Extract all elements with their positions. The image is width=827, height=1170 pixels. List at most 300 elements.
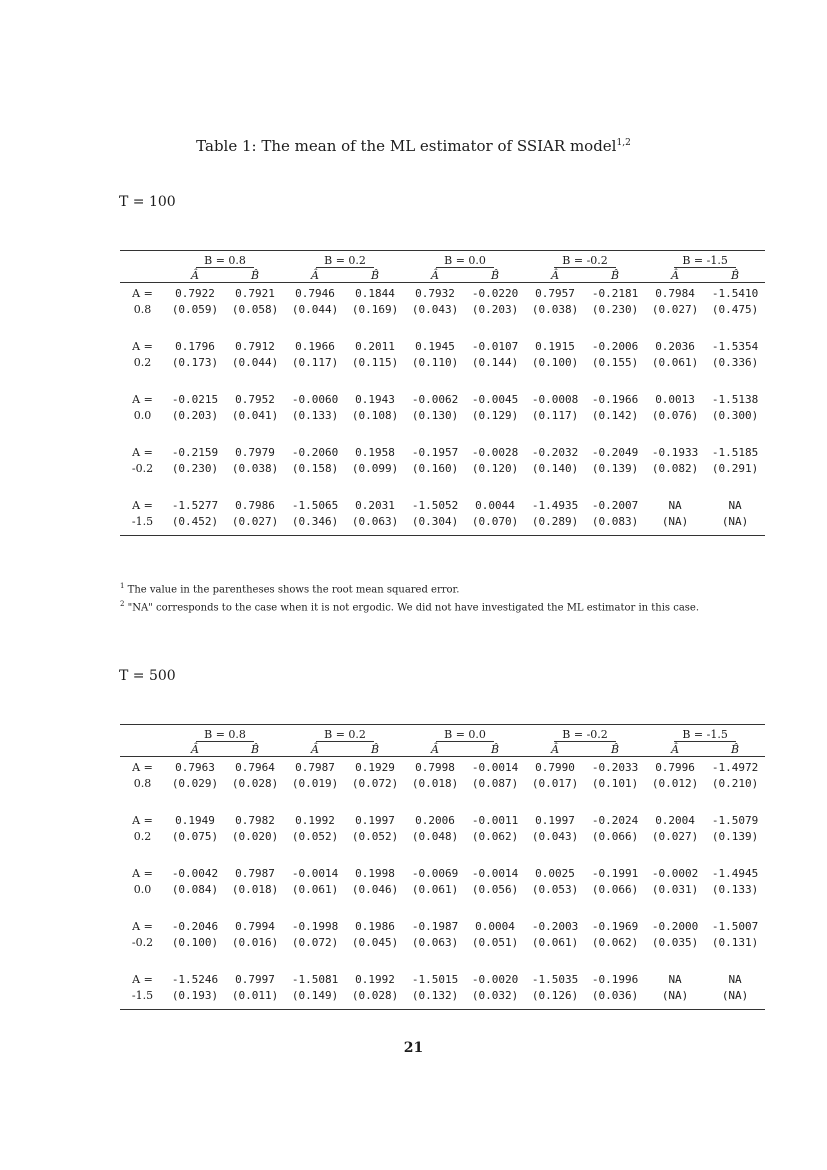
- mean-cell: -0.2007: [591, 498, 639, 512]
- results-grid-t500: [120, 727, 765, 1003]
- mean-cell: 0.7922: [175, 286, 215, 300]
- rmse-cell: (0.160): [411, 461, 459, 475]
- b-hat-header: B̂: [585, 268, 645, 283]
- rmse-cell: (0.051): [471, 935, 519, 949]
- row-label-value: 0.2: [133, 829, 152, 843]
- mean-cell: -0.1996: [591, 972, 639, 986]
- row-spacer-cell: [120, 791, 765, 810]
- row-label: A =: [132, 866, 153, 880]
- rmse-cell: (0.120): [471, 461, 519, 475]
- row-spacer: [120, 317, 765, 336]
- group-header-label: B = 0.0: [436, 728, 494, 742]
- table-top-rule: [120, 724, 765, 725]
- mean-cell: -1.5185: [711, 445, 759, 459]
- mean-cell: 0.7996: [655, 760, 695, 774]
- rmse-cell: (0.131): [711, 935, 759, 949]
- results-table-t500: [120, 724, 765, 1010]
- mean-cell: 0.7987: [295, 760, 335, 774]
- rmse-cell: (0.115): [351, 355, 399, 369]
- rmse-cell: (0.117): [291, 355, 339, 369]
- row-spacer-cell: [120, 317, 765, 336]
- rmse-cell: (0.066): [591, 829, 639, 843]
- row-label-value: -0.2: [131, 935, 154, 949]
- rmse-cell: (0.031): [651, 882, 699, 896]
- mean-cell: -1.5035: [531, 972, 579, 986]
- mean-cell: -0.1998: [291, 919, 339, 933]
- rmse-cell: (0.058): [231, 302, 279, 316]
- footnote-1: [120, 579, 710, 597]
- corner-cell: [120, 742, 165, 757]
- mean-cell: NA: [668, 498, 682, 512]
- mean-cell: -1.5015: [411, 972, 459, 986]
- rmse-cell: (0.169): [351, 302, 399, 316]
- rmse-cell: (0.101): [591, 776, 639, 790]
- row-label: A =: [132, 813, 153, 827]
- mean-cell: -1.5007: [711, 919, 759, 933]
- group-header-label: B = 0.2: [316, 254, 374, 268]
- rmse-cell: (0.193): [171, 988, 219, 1002]
- mean-cell: -0.2046: [171, 919, 219, 933]
- rmse-cell: (0.230): [171, 461, 219, 475]
- rmse-cell: (0.289): [531, 514, 579, 528]
- group-header-label: B = -0.2: [554, 728, 616, 742]
- mean-cell: 0.7912: [235, 339, 275, 353]
- rmse-cell: (0.132): [411, 988, 459, 1002]
- row-spacer-cell: [120, 476, 765, 495]
- table-row-means: [120, 757, 765, 776]
- rmse-cell: (0.027): [651, 302, 699, 316]
- mean-cell: 0.1949: [175, 813, 215, 827]
- rmse-cell: (0.052): [351, 829, 399, 843]
- mean-cell: -0.0220: [471, 286, 519, 300]
- b-hat-header: B̂: [345, 268, 405, 283]
- a-hat-header: Â: [405, 742, 465, 757]
- table-row-rmse: [120, 881, 765, 897]
- corner-cell: [120, 727, 165, 742]
- mean-cell: 0.7982: [235, 813, 275, 827]
- rmse-cell: (NA): [661, 988, 689, 1002]
- rmse-cell: (0.336): [711, 355, 759, 369]
- group-header: [405, 253, 525, 268]
- rmse-cell: (0.083): [591, 514, 639, 528]
- mean-cell: 0.1915: [535, 339, 575, 353]
- row-label-value: -1.5: [131, 988, 154, 1002]
- row-spacer: [120, 423, 765, 442]
- rmse-cell: (0.158): [291, 461, 339, 475]
- group-header: [525, 253, 645, 268]
- mean-cell: 0.2036: [655, 339, 695, 353]
- rmse-cell: (0.142): [591, 408, 639, 422]
- mean-cell: 0.7986: [235, 498, 275, 512]
- rmse-cell: (0.027): [231, 514, 279, 528]
- corner-cell: [120, 253, 165, 268]
- mean-cell: 0.0013: [655, 392, 695, 406]
- row-spacer: [120, 844, 765, 863]
- mean-cell: -0.2033: [591, 760, 639, 774]
- mean-cell: NA: [668, 972, 682, 986]
- rmse-cell: (0.100): [531, 355, 579, 369]
- mean-cell: 0.1966: [295, 339, 335, 353]
- mean-cell: -1.5354: [711, 339, 759, 353]
- table-row-rmse: [120, 407, 765, 423]
- row-spacer: [120, 476, 765, 495]
- rmse-cell: (0.117): [531, 408, 579, 422]
- table-row-rmse: [120, 460, 765, 476]
- rmse-cell: (0.126): [531, 988, 579, 1002]
- rmse-cell: (0.043): [531, 829, 579, 843]
- group-header-label: B = -1.5: [674, 254, 736, 268]
- rmse-cell: (0.087): [471, 776, 519, 790]
- mean-cell: 0.1992: [355, 972, 395, 986]
- row-spacer-cell: [120, 423, 765, 442]
- mean-cell: 0.1998: [355, 866, 395, 880]
- mean-cell: 0.7957: [535, 286, 575, 300]
- row-spacer-cell: [120, 370, 765, 389]
- footnote-2-text: "NA" corresponds to the case when it is not ergodic. We did not have investigated the ML estimator in this case.: [127, 602, 700, 614]
- mean-cell: -0.2159: [171, 445, 219, 459]
- row-label-value: -0.2: [131, 461, 154, 475]
- rmse-cell: (0.230): [591, 302, 639, 316]
- table-row-rmse: [120, 513, 765, 529]
- mean-cell: -0.0060: [291, 392, 339, 406]
- rmse-cell: (0.017): [531, 776, 579, 790]
- footnotes: [120, 579, 710, 616]
- mean-cell: -1.4972: [711, 760, 759, 774]
- rmse-cell: (0.075): [171, 829, 219, 843]
- rmse-cell: (0.011): [231, 988, 279, 1002]
- rmse-cell: (0.046): [351, 882, 399, 896]
- rmse-cell: (0.048): [411, 829, 459, 843]
- mean-cell: 0.1929: [355, 760, 395, 774]
- mean-cell: 0.1945: [415, 339, 455, 353]
- mean-cell: 0.7963: [175, 760, 215, 774]
- table-row-means: [120, 810, 765, 828]
- rmse-cell: (0.029): [171, 776, 219, 790]
- a-hat-header: Â: [525, 742, 585, 757]
- mean-cell: -1.5138: [711, 392, 759, 406]
- row-label-value: 0.0: [133, 882, 152, 896]
- mean-cell: -0.0011: [471, 813, 519, 827]
- group-header: [645, 727, 765, 742]
- mean-cell: -0.0002: [651, 866, 699, 880]
- mean-cell: -1.5065: [291, 498, 339, 512]
- rmse-cell: (0.066): [591, 882, 639, 896]
- row-spacer: [120, 791, 765, 810]
- rmse-cell: (0.144): [471, 355, 519, 369]
- table-row-rmse: [120, 301, 765, 317]
- row-label-value: 0.8: [133, 776, 152, 790]
- rmse-cell: (0.133): [711, 882, 759, 896]
- group-header-row: [120, 727, 765, 742]
- rmse-cell: (0.019): [291, 776, 339, 790]
- rmse-cell: (0.110): [411, 355, 459, 369]
- mean-cell: 0.1997: [535, 813, 575, 827]
- group-header: [405, 727, 525, 742]
- mean-cell: -1.5081: [291, 972, 339, 986]
- mean-cell: 0.1992: [295, 813, 335, 827]
- b-hat-header: B̂: [225, 742, 285, 757]
- rmse-cell: (0.018): [231, 882, 279, 896]
- mean-cell: -0.2003: [531, 919, 579, 933]
- mean-cell: -0.0215: [171, 392, 219, 406]
- rmse-cell: (0.300): [711, 408, 759, 422]
- mean-cell: 0.7932: [415, 286, 455, 300]
- rmse-cell: (NA): [661, 514, 689, 528]
- rmse-cell: (0.210): [711, 776, 759, 790]
- caption-text: Table 1: The mean of the ML estimator of SSIAR model: [196, 137, 617, 155]
- mean-cell: -0.2049: [591, 445, 639, 459]
- mean-cell: -0.0014: [471, 866, 519, 880]
- estimator-header-row: [120, 268, 765, 283]
- row-label: A =: [132, 445, 153, 459]
- a-hat-header: Â: [285, 268, 345, 283]
- mean-cell: 0.1958: [355, 445, 395, 459]
- mean-cell: -1.4945: [711, 866, 759, 880]
- mean-cell: 0.0004: [475, 919, 515, 933]
- row-spacer-cell: [120, 844, 765, 863]
- corner-cell: [120, 268, 165, 283]
- row-spacer: [120, 950, 765, 969]
- mean-cell: -0.2024: [591, 813, 639, 827]
- estimator-header-row: [120, 742, 765, 757]
- mean-cell: -0.2006: [591, 339, 639, 353]
- table-row-means: [120, 916, 765, 934]
- mean-cell: 0.1796: [175, 339, 215, 353]
- rmse-cell: (0.045): [351, 935, 399, 949]
- rmse-cell: (0.016): [231, 935, 279, 949]
- rmse-cell: (0.038): [231, 461, 279, 475]
- row-label-value: -1.5: [131, 514, 154, 528]
- rmse-cell: (0.346): [291, 514, 339, 528]
- table-row-means: [120, 863, 765, 881]
- mean-cell: -0.0069: [411, 866, 459, 880]
- rmse-cell: (0.041): [231, 408, 279, 422]
- caption-footnote-marks: 1,2: [616, 138, 631, 148]
- group-header-row: [120, 253, 765, 268]
- group-header: [645, 253, 765, 268]
- mean-cell: 0.7964: [235, 760, 275, 774]
- rmse-cell: (0.056): [471, 882, 519, 896]
- mean-cell: 0.2011: [355, 339, 395, 353]
- mean-cell: -0.0020: [471, 972, 519, 986]
- table-row-means: [120, 283, 765, 302]
- row-label-value: 0.0: [133, 408, 152, 422]
- a-hat-header: Â: [165, 742, 225, 757]
- group-header: [165, 253, 285, 268]
- mean-cell: 0.1986: [355, 919, 395, 933]
- row-label: A =: [132, 919, 153, 933]
- rmse-cell: (0.063): [411, 935, 459, 949]
- rmse-cell: (0.061): [291, 882, 339, 896]
- a-hat-header: Â: [645, 268, 705, 283]
- table-row-means: [120, 442, 765, 460]
- mean-cell: -0.0014: [471, 760, 519, 774]
- rmse-cell: (0.027): [651, 829, 699, 843]
- results-grid-t100: [120, 253, 765, 529]
- rmse-cell: (0.061): [411, 882, 459, 896]
- mean-cell: 0.7952: [235, 392, 275, 406]
- rmse-cell: (0.130): [411, 408, 459, 422]
- rmse-cell: (0.012): [651, 776, 699, 790]
- mean-cell: -0.0042: [171, 866, 219, 880]
- sample-size-label-t500: T = 500: [119, 668, 176, 684]
- row-spacer: [120, 897, 765, 916]
- mean-cell: -0.0028: [471, 445, 519, 459]
- b-hat-header: B̂: [225, 268, 285, 283]
- mean-cell: -0.1933: [651, 445, 699, 459]
- rmse-cell: (0.155): [591, 355, 639, 369]
- mean-cell: -0.1969: [591, 919, 639, 933]
- table-row-means: [120, 336, 765, 354]
- rmse-cell: (0.203): [171, 408, 219, 422]
- row-label: A =: [132, 972, 153, 986]
- mean-cell: 0.7921: [235, 286, 275, 300]
- group-header-label: B = 0.8: [196, 728, 254, 742]
- rmse-cell: (0.099): [351, 461, 399, 475]
- rmse-cell: (0.140): [531, 461, 579, 475]
- mean-cell: -0.1991: [591, 866, 639, 880]
- rmse-cell: (0.044): [291, 302, 339, 316]
- rmse-cell: (0.291): [711, 461, 759, 475]
- group-header-label: B = 0.0: [436, 254, 494, 268]
- mean-cell: -1.5277: [171, 498, 219, 512]
- mean-cell: -1.5410: [711, 286, 759, 300]
- row-label: A =: [132, 392, 153, 406]
- mean-cell: -0.0045: [471, 392, 519, 406]
- mean-cell: 0.7998: [415, 760, 455, 774]
- table-row-rmse: [120, 354, 765, 370]
- group-header: [525, 727, 645, 742]
- rmse-cell: (0.038): [531, 302, 579, 316]
- rmse-cell: (0.044): [231, 355, 279, 369]
- mean-cell: -1.5052: [411, 498, 459, 512]
- mean-cell: 0.7997: [235, 972, 275, 986]
- mean-cell: 0.7987: [235, 866, 275, 880]
- b-hat-header: B̂: [465, 742, 525, 757]
- mean-cell: 0.1943: [355, 392, 395, 406]
- rmse-cell: (0.043): [411, 302, 459, 316]
- mean-cell: -1.5079: [711, 813, 759, 827]
- rmse-cell: (0.139): [711, 829, 759, 843]
- results-table-t100: [120, 250, 765, 536]
- mean-cell: 0.7994: [235, 919, 275, 933]
- footnote-1-mark: 1: [120, 582, 125, 590]
- rmse-cell: (0.129): [471, 408, 519, 422]
- a-hat-header: Â: [645, 742, 705, 757]
- mean-cell: 0.2004: [655, 813, 695, 827]
- b-hat-header: B̂: [705, 742, 765, 757]
- mean-cell: -0.2060: [291, 445, 339, 459]
- rmse-cell: (0.028): [231, 776, 279, 790]
- page-number: 21: [403, 1040, 424, 1056]
- rmse-cell: (0.072): [291, 935, 339, 949]
- row-label: A =: [132, 760, 153, 774]
- row-label-value: 0.2: [133, 355, 152, 369]
- rmse-cell: (0.020): [231, 829, 279, 843]
- rmse-cell: (0.133): [291, 408, 339, 422]
- mean-cell: 0.2006: [415, 813, 455, 827]
- row-label: A =: [132, 339, 153, 353]
- a-hat-header: Â: [285, 742, 345, 757]
- rmse-cell: (0.028): [351, 988, 399, 1002]
- b-hat-header: B̂: [465, 268, 525, 283]
- table-row-means: [120, 969, 765, 987]
- rmse-cell: (NA): [721, 514, 749, 528]
- rmse-cell: (0.036): [591, 988, 639, 1002]
- rmse-cell: (0.452): [171, 514, 219, 528]
- group-header-label: B = -0.2: [554, 254, 616, 268]
- table-row-means: [120, 389, 765, 407]
- rmse-cell: (0.032): [471, 988, 519, 1002]
- rmse-cell: (0.052): [291, 829, 339, 843]
- rmse-cell: (0.035): [651, 935, 699, 949]
- rmse-cell: (0.061): [531, 935, 579, 949]
- mean-cell: -0.0107: [471, 339, 519, 353]
- rmse-cell: (0.084): [171, 882, 219, 896]
- b-hat-header: B̂: [345, 742, 405, 757]
- mean-cell: 0.7979: [235, 445, 275, 459]
- rmse-cell: (0.475): [711, 302, 759, 316]
- mean-cell: -0.2181: [591, 286, 639, 300]
- mean-cell: -0.0008: [531, 392, 579, 406]
- mean-cell: -0.0014: [291, 866, 339, 880]
- a-hat-header: Â: [405, 268, 465, 283]
- sample-size-label-t100: T = 100: [119, 194, 176, 210]
- table-row-rmse: [120, 775, 765, 791]
- table-bottom-rule: [120, 1009, 765, 1010]
- row-label: A =: [132, 286, 153, 300]
- footnote-2-mark: 2: [120, 600, 125, 609]
- rmse-cell: (0.076): [651, 408, 699, 422]
- group-header-label: B = 0.2: [316, 728, 374, 742]
- mean-cell: 0.7990: [535, 760, 575, 774]
- rmse-cell: (0.149): [291, 988, 339, 1002]
- group-header-label: B = -1.5: [674, 728, 736, 742]
- row-label-value: 0.8: [133, 302, 152, 316]
- rmse-cell: (0.053): [531, 882, 579, 896]
- a-hat-header: Â: [165, 268, 225, 283]
- b-hat-header: B̂: [585, 742, 645, 757]
- rmse-cell: (0.082): [651, 461, 699, 475]
- mean-cell: -0.2000: [651, 919, 699, 933]
- row-label: A =: [132, 498, 153, 512]
- rmse-cell: (0.062): [471, 829, 519, 843]
- group-header: [285, 253, 405, 268]
- mean-cell: -0.0062: [411, 392, 459, 406]
- table-row-rmse: [120, 828, 765, 844]
- mean-cell: -1.5246: [171, 972, 219, 986]
- rmse-cell: (0.070): [471, 514, 519, 528]
- row-spacer-cell: [120, 897, 765, 916]
- mean-cell: 0.0025: [535, 866, 575, 880]
- rmse-cell: (0.061): [651, 355, 699, 369]
- mean-cell: 0.2031: [355, 498, 395, 512]
- rmse-cell: (0.108): [351, 408, 399, 422]
- rmse-cell: (NA): [721, 988, 749, 1002]
- rmse-cell: (0.018): [411, 776, 459, 790]
- group-header: [165, 727, 285, 742]
- b-hat-header: B̂: [705, 268, 765, 283]
- rmse-cell: (0.173): [171, 355, 219, 369]
- row-spacer-cell: [120, 950, 765, 969]
- mean-cell: -0.2032: [531, 445, 579, 459]
- table-caption: [0, 137, 827, 155]
- table-row-means: [120, 495, 765, 513]
- rmse-cell: (0.059): [171, 302, 219, 316]
- mean-cell: -0.1987: [411, 919, 459, 933]
- rmse-cell: (0.100): [171, 935, 219, 949]
- rmse-cell: (0.304): [411, 514, 459, 528]
